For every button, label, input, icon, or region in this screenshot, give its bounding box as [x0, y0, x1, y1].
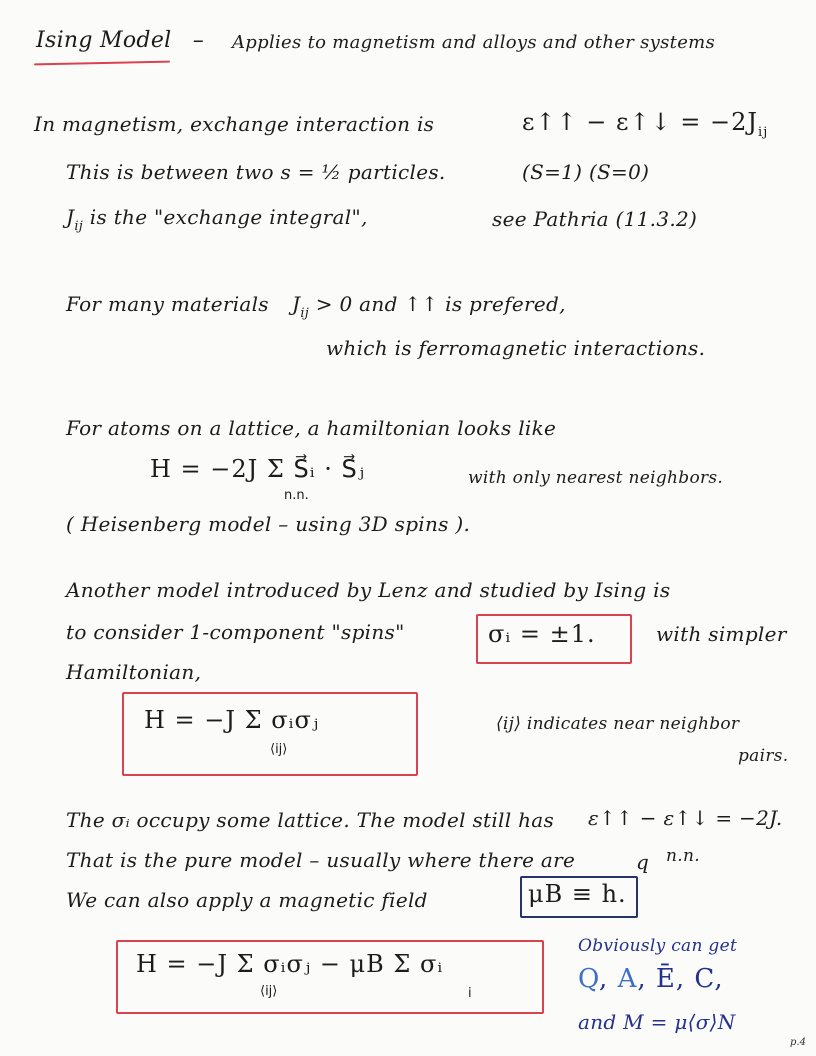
neighbor-pairs-note-2: pairs. [738, 746, 789, 766]
j-subscript: ij [74, 219, 84, 234]
obviously-note: Obviously can get [578, 936, 738, 956]
energy-diff-ising: ε↑↑ − ε↑↓ = −2J. [588, 806, 783, 830]
energy-diff: ε↑↑ − ε↑↓ = −2J [522, 108, 759, 136]
j-symbol: J [292, 292, 301, 316]
nearest-neighbors-note: with only nearest neighbors. [468, 468, 724, 488]
coordination-q: q [636, 850, 650, 874]
energy-diff-subscript: ij [758, 125, 769, 140]
many-materials-text: For many materials [66, 292, 269, 316]
partition-function-q: Q [578, 964, 600, 994]
title-dash: – [192, 28, 205, 53]
nn-label: n.n. [666, 846, 700, 866]
page-number: p.4 [790, 1037, 806, 1048]
lenz-ising-text: Another model introduced by Lenz and studied by Ising is [66, 578, 671, 602]
exchange-energy-equation [522, 108, 769, 140]
spin-value-equation: σᵢ = ±1. [488, 620, 596, 648]
page-title [36, 28, 204, 53]
j-symbol: J [66, 205, 75, 229]
spin-states: (S=1) (S=0) [522, 160, 650, 184]
hamiltonian-label: Hamiltonian, [66, 660, 202, 684]
spin-half-text: This is between two s = ½ particles. [66, 160, 446, 184]
j-subscript: ij [300, 306, 310, 321]
free-energy-a: A [617, 964, 638, 994]
pathria-reference: see Pathria (11.3.2) [492, 207, 698, 231]
one-component-spins-text: to consider 1-component "spins" [66, 620, 405, 644]
sum-index-ij-2: ⟨ij⟩ [260, 984, 278, 999]
sum-index-nn: n.n. [284, 488, 309, 503]
field-definition: μB ≡ h. [528, 880, 627, 908]
condition-rest: > 0 and ↑↑ is prefered, [309, 292, 566, 316]
heisenberg-equation: H = −2J Σ S⃗ᵢ · S⃗ⱼ [150, 455, 366, 483]
ising-hamiltonian: H = −J Σ σᵢσⱼ [144, 706, 320, 734]
simpler-text: with simpler [656, 622, 787, 646]
pure-model-text: That is the pure model – usually where there are [66, 848, 576, 872]
page-subtitle: Applies to magnetism and alloys and other systems [232, 32, 716, 53]
ising-hamiltonian-box [122, 692, 418, 776]
field-hamiltonian: H = −J Σ σᵢσⱼ − μB Σ σᵢ [136, 950, 444, 978]
exchange-integral-label: is the "exchange integral", [83, 205, 368, 229]
exchange-interaction-text: In magnetism, exchange interaction is [34, 112, 435, 136]
energy-heat-capacity: , Ē, C, [637, 964, 724, 994]
title-text: Ising Model [36, 28, 172, 53]
ferromagnetic-text: which is ferromagnetic interactions. [326, 336, 706, 360]
sum-index-ij: ⟨ij⟩ [270, 742, 288, 757]
sigma-lattice-text: The σᵢ occupy some lattice. The model still has [66, 808, 555, 832]
magnetization-equation: and M = μ⟨σ⟩N [578, 1010, 736, 1034]
sum-index-i: i [468, 986, 472, 1001]
title-underline [34, 61, 170, 66]
thermodynamic-quantities: Q, A, Ē, C, [578, 964, 724, 994]
magnetic-field-text: We can also apply a magnetic field [66, 888, 428, 912]
heisenberg-model-text: ( Heisenberg model – using 3D spins ). [66, 512, 471, 536]
ferromagnetic-condition [292, 292, 566, 321]
neighbor-pairs-note: ⟨ij⟩ indicates near neighbor [496, 714, 740, 734]
lattice-hamiltonian-text: For atoms on a lattice, a hamiltonian looks like [66, 416, 557, 440]
exchange-integral-text [66, 205, 368, 234]
